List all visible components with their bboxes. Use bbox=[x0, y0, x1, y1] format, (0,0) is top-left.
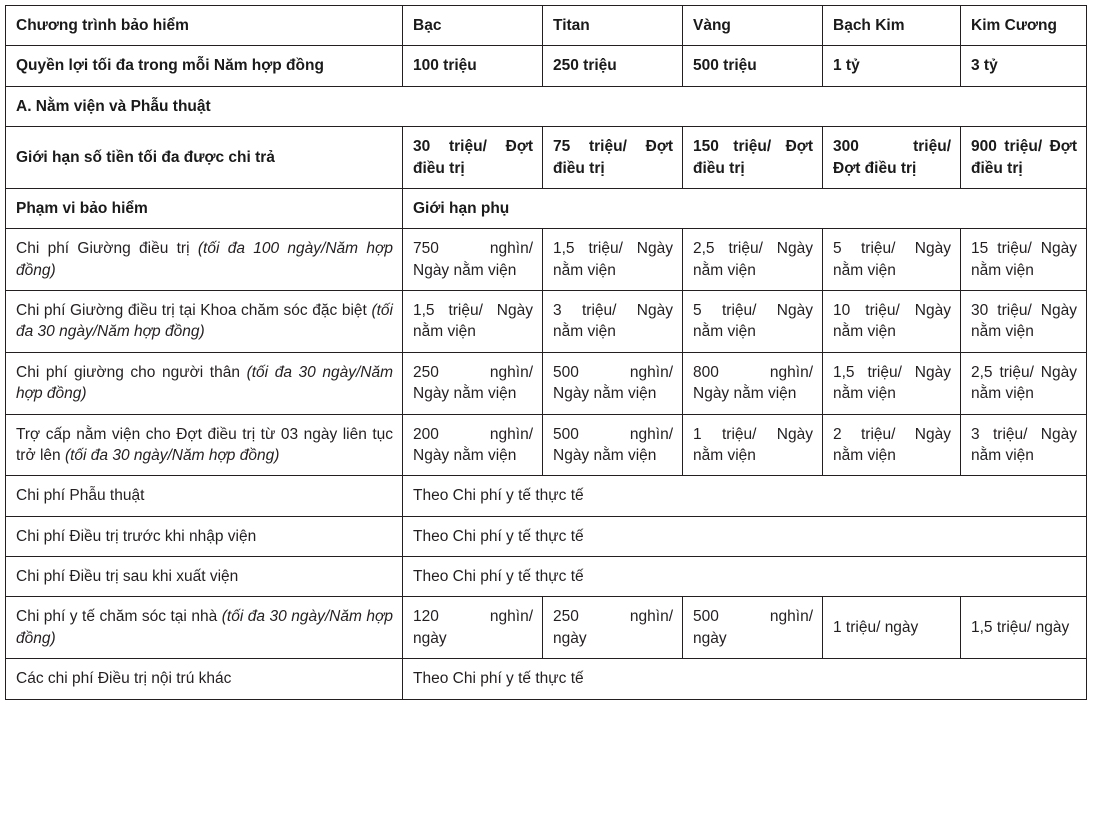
value-line-2: nằm viện bbox=[693, 323, 756, 341]
value-line-2: Ngày nằm viện bbox=[413, 446, 517, 464]
value-line-2: nằm viện bbox=[553, 261, 616, 279]
post-hospital-value: Theo Chi phí y tế thực tế bbox=[403, 557, 1087, 597]
value-line-1: 500 nghìn/ bbox=[553, 363, 673, 381]
row-label-note: (tối đa 30 ngày/Năm hợp đồng) bbox=[16, 608, 393, 647]
scope-subheader-row bbox=[6, 188, 1087, 228]
row-value-bach-kim bbox=[823, 291, 961, 353]
home-care-titan bbox=[543, 597, 683, 659]
value-line-1: 1 triệu/ Ngày bbox=[693, 425, 813, 443]
other-inpatient-label: Các chi phí Điều trị nội trú khác bbox=[6, 659, 403, 699]
value-line-1: 500 nghìn/ bbox=[693, 608, 813, 626]
header-plan-bac: Bạc bbox=[403, 6, 543, 46]
row-value-vang bbox=[683, 352, 823, 414]
value-line-1: 1,5 triệu/ Ngày bbox=[413, 302, 533, 319]
home-care-label bbox=[6, 597, 403, 659]
value-line-1: 2,5 triệu/ Ngày bbox=[693, 240, 813, 258]
other-inpatient-row bbox=[6, 659, 1087, 699]
per-treatment-limit-vang bbox=[683, 127, 823, 189]
value-line-2: điều trị bbox=[413, 159, 465, 177]
row-value-vang bbox=[683, 229, 823, 291]
row-label-main: Chi phí Giường điều trị bbox=[16, 240, 198, 258]
row-value-titan bbox=[543, 291, 683, 353]
annual-limit-titan: 250 triệu bbox=[543, 46, 683, 86]
value-line-1: 3 triệu/ Ngày bbox=[553, 302, 673, 319]
row-label-note: (tối đa 30 ngày/Năm hợp đồng) bbox=[16, 302, 393, 341]
benefits-table-sheet bbox=[5, 5, 1086, 700]
value-line-2: ngày bbox=[413, 629, 447, 647]
value-line-2: Ngày nằm viện bbox=[553, 385, 657, 403]
row-value-bac bbox=[403, 229, 543, 291]
row-value-vang bbox=[683, 291, 823, 353]
value-line-1: 750 nghìn/ bbox=[413, 240, 533, 258]
value-line-1: 250 nghìn/ bbox=[413, 363, 533, 381]
value-line-2: nằm viện bbox=[833, 385, 896, 403]
value-line-1: 15 triệu/ Ngày bbox=[971, 240, 1077, 258]
table-row bbox=[6, 352, 1087, 414]
value-line-2: ngày bbox=[693, 629, 727, 647]
post-hospital-row bbox=[6, 557, 1087, 597]
row-value-titan bbox=[543, 229, 683, 291]
row-label bbox=[6, 352, 403, 414]
annual-limit-row bbox=[6, 46, 1087, 86]
row-label-main: Chi phí y tế chăm sóc tại nhà bbox=[16, 608, 222, 626]
surgery-label: Chi phí Phẫu thuật bbox=[6, 476, 403, 516]
pre-hospital-row bbox=[6, 516, 1087, 556]
header-plan-bach-kim: Bạch Kim bbox=[823, 6, 961, 46]
insurance-benefits-table bbox=[5, 5, 1087, 700]
value-line-1: 250 nghìn/ bbox=[553, 608, 673, 626]
row-value-bach-kim bbox=[823, 229, 961, 291]
value-line-1: 3 triệu/ Ngày bbox=[971, 425, 1077, 443]
home-care-bac bbox=[403, 597, 543, 659]
row-value-bach-kim bbox=[823, 414, 961, 476]
value-line-2: Đợt điều trị bbox=[833, 159, 917, 177]
header-plan-kim-cuong: Kim Cương bbox=[961, 6, 1087, 46]
value-line-2: nằm viện bbox=[971, 385, 1034, 403]
annual-limit-kim-cuong: 3 tỷ bbox=[961, 46, 1087, 86]
table-row bbox=[6, 414, 1087, 476]
home-care-kim-cuong: 1,5 triệu/ ngày bbox=[961, 597, 1087, 659]
header-program-label: Chương trình bảo hiểm bbox=[6, 6, 403, 46]
value-line-1: 500 nghìn/ bbox=[553, 425, 673, 443]
row-value-kim-cuong bbox=[961, 414, 1087, 476]
value-line-1: 2 triệu/ Ngày bbox=[833, 425, 951, 443]
header-plan-vang: Vàng bbox=[683, 6, 823, 46]
per-treatment-limit-bac bbox=[403, 127, 543, 189]
scope-label: Phạm vi bảo hiểm bbox=[6, 188, 403, 228]
row-value-kim-cuong bbox=[961, 352, 1087, 414]
row-value-bach-kim bbox=[823, 352, 961, 414]
row-value-titan bbox=[543, 352, 683, 414]
value-line-1: 2,5 triệu/ Ngày bbox=[971, 363, 1077, 381]
row-label-note: (tối đa 100 ngày/Năm hợp đồng) bbox=[16, 240, 393, 279]
value-line-1: 120 nghìn/ bbox=[413, 608, 533, 626]
annual-limit-vang: 500 triệu bbox=[683, 46, 823, 86]
value-line-2: điều trị bbox=[553, 159, 605, 177]
row-label-main: Chi phí giường cho người thân bbox=[16, 363, 247, 381]
row-value-kim-cuong bbox=[961, 229, 1087, 291]
value-line-1: 5 triệu/ Ngày bbox=[833, 240, 951, 258]
value-line-1: 200 nghìn/ bbox=[413, 425, 533, 443]
annual-limit-bac: 100 triệu bbox=[403, 46, 543, 86]
row-label-main: Chi phí Giường điều trị tại Khoa chăm sóc đặc biệt bbox=[16, 302, 372, 319]
row-value-titan bbox=[543, 414, 683, 476]
row-label bbox=[6, 229, 403, 291]
value-line-1: 900 triệu/ Đợt bbox=[971, 138, 1077, 156]
value-line-2: điều trị bbox=[693, 159, 745, 177]
per-treatment-limit-bach-kim bbox=[823, 127, 961, 189]
value-line-2: nằm viện bbox=[833, 261, 896, 279]
pre-hospital-value: Theo Chi phí y tế thực tế bbox=[403, 516, 1087, 556]
value-line-2: điều trị bbox=[971, 159, 1023, 177]
per-treatment-limit-kim-cuong bbox=[961, 127, 1087, 189]
value-line-2: nằm viện bbox=[413, 323, 476, 341]
per-treatment-limit-titan bbox=[543, 127, 683, 189]
post-hospital-label: Chi phí Điều trị sau khi xuất viện bbox=[6, 557, 403, 597]
value-line-2: nằm viện bbox=[693, 446, 756, 464]
value-line-2: Ngày nằm viện bbox=[413, 261, 517, 279]
value-line-1: 1,5 triệu/ Ngày bbox=[553, 240, 673, 258]
other-inpatient-value: Theo Chi phí y tế thực tế bbox=[403, 659, 1087, 699]
section-a-heading: A. Nằm viện và Phẫu thuật bbox=[6, 86, 1087, 126]
value-line-1: 30 triệu/ Ngày bbox=[971, 302, 1077, 319]
value-line-2: nằm viện bbox=[553, 323, 616, 341]
value-line-1: 1,5 triệu/ Ngày bbox=[833, 363, 951, 381]
table-row bbox=[6, 229, 1087, 291]
row-value-vang bbox=[683, 414, 823, 476]
value-line-2: ngày bbox=[553, 629, 587, 647]
row-label bbox=[6, 291, 403, 353]
value-line-2: Ngày nằm viện bbox=[413, 385, 517, 403]
row-value-bac bbox=[403, 414, 543, 476]
per-treatment-limit-row bbox=[6, 127, 1087, 189]
section-a-row bbox=[6, 86, 1087, 126]
surgery-value: Theo Chi phí y tế thực tế bbox=[403, 476, 1087, 516]
value-line-1: 75 triệu/ Đợt bbox=[553, 138, 673, 156]
table-header-row bbox=[6, 6, 1087, 46]
home-care-vang bbox=[683, 597, 823, 659]
value-line-1: 10 triệu/ Ngày bbox=[833, 302, 951, 319]
value-line-2: Ngày nằm viện bbox=[693, 385, 797, 403]
annual-limit-label: Quyền lợi tối đa trong mỗi Năm hợp đồng bbox=[6, 46, 403, 86]
value-line-1: 800 nghìn/ bbox=[693, 363, 813, 381]
value-line-1: 300 triệu/ bbox=[833, 138, 951, 156]
row-label-note: (tối đa 30 ngày/Năm hợp đồng) bbox=[64, 446, 280, 464]
row-label-main: Trợ cấp nằm viện cho Đợt điều trị từ 03 ngày liên tục trở lên bbox=[16, 425, 393, 464]
value-line-1: 30 triệu/ Đợt bbox=[413, 138, 533, 156]
value-line-1: 5 triệu/ Ngày bbox=[693, 302, 813, 319]
row-value-kim-cuong bbox=[961, 291, 1087, 353]
pre-hospital-label: Chi phí Điều trị trước khi nhập viện bbox=[6, 516, 403, 556]
home-care-row bbox=[6, 597, 1087, 659]
sublimit-label: Giới hạn phụ bbox=[403, 188, 1087, 228]
row-label-note: (tối đa 30 ngày/Năm hợp đồng) bbox=[16, 363, 394, 403]
value-line-2: nằm viện bbox=[971, 323, 1034, 341]
value-line-2: nằm viện bbox=[833, 323, 896, 341]
value-line-1: 150 triệu/ Đợt bbox=[693, 138, 813, 156]
home-care-bach-kim: 1 triệu/ ngày bbox=[823, 597, 961, 659]
per-treatment-limit-label: Giới hạn số tiền tối đa được chi trả bbox=[6, 127, 403, 189]
annual-limit-bach-kim: 1 tỷ bbox=[823, 46, 961, 86]
value-line-2: nằm viện bbox=[971, 261, 1034, 279]
row-value-bac bbox=[403, 291, 543, 353]
header-plan-titan: Titan bbox=[543, 6, 683, 46]
value-line-2: Ngày nằm viện bbox=[553, 446, 657, 464]
value-line-2: nằm viện bbox=[833, 446, 896, 464]
value-line-2: nằm viện bbox=[693, 261, 756, 279]
value-line-2: nằm viện bbox=[971, 446, 1034, 464]
table-row bbox=[6, 291, 1087, 353]
surgery-row bbox=[6, 476, 1087, 516]
row-value-bac bbox=[403, 352, 543, 414]
row-label bbox=[6, 414, 403, 476]
